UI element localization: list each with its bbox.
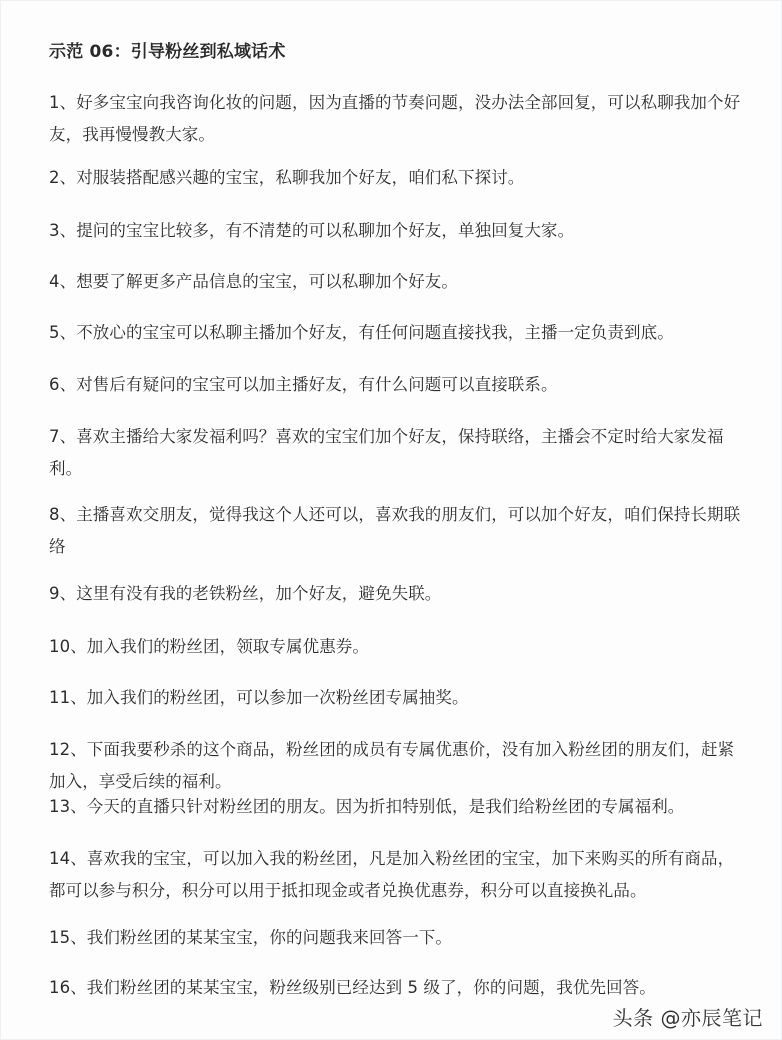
- item-text: 对售后有疑问的宝宝可以加主播好友，有什么问题可以直接联系。: [76, 375, 558, 394]
- item-text: 我们粉丝团的某某宝宝，你的问题我来回答一下。: [86, 928, 452, 947]
- item-number: 6、: [49, 375, 77, 394]
- item-number: 8、: [49, 505, 77, 524]
- item-text: 这里有没有我的老铁粉丝，加个好友，避免失联。: [76, 584, 442, 603]
- document-title: 示范 06：引导粉丝到私域话术: [49, 42, 286, 62]
- item-text: 我们粉丝团的某某宝宝，粉丝级别已经达到 5 级了，你的问题，我优先回答。: [86, 978, 656, 997]
- watermark: 头条 @亦辰笔记: [612, 1006, 763, 1030]
- item-text: 好多宝宝向我咨询化妆的问题，因为直播的节奏问题，没办法全部回复，可以私聊我加个好友，我再慢慢教大家。: [49, 93, 741, 144]
- item-number: 16、: [49, 978, 87, 997]
- list-item: [49, 631, 749, 663]
- list-item: [49, 843, 749, 907]
- item-text: 不放心的宝宝可以私聊主播加个好友，有任何问题直接找我，主播一定负责到底。: [76, 323, 674, 342]
- item-number: 9、: [49, 584, 77, 603]
- list-item: [49, 734, 749, 798]
- item-number: 4、: [49, 272, 77, 291]
- item-text: 喜欢主播给大家发福利吗？喜欢的宝宝们加个好友，保持联络，主播会不定时给大家发福利。: [49, 427, 724, 478]
- item-text: 下面我要秒杀的这个商品，粉丝团的成员有专属优惠价，没有加入粉丝团的朋友们，赶紧加入，享受后续的福利。: [49, 740, 735, 791]
- item-text: 提问的宝宝比较多，有不清楚的可以私聊加个好友，单独回复大家。: [76, 221, 575, 240]
- list-item: [49, 215, 749, 247]
- item-number: 5、: [49, 323, 77, 342]
- item-text: 想要了解更多产品信息的宝宝，可以私聊加个好友。: [76, 272, 459, 291]
- list-item: [49, 922, 749, 954]
- list-item: [49, 972, 749, 1004]
- item-text: 加入我们的粉丝团，可以参加一次粉丝团专属抽奖。: [86, 688, 469, 707]
- item-number: 11、: [49, 688, 87, 707]
- list-item: [49, 421, 749, 485]
- list-item: [49, 499, 749, 563]
- item-number: 2、: [49, 168, 77, 187]
- item-number: 13、: [49, 797, 87, 816]
- list-item: [49, 162, 749, 194]
- list-item: [49, 317, 749, 349]
- item-number: 15、: [49, 928, 87, 947]
- item-text: 今天的直播只针对粉丝团的朋友。因为折扣特别低，是我们给粉丝团的专属福利。: [86, 797, 685, 816]
- list-item: [49, 266, 749, 298]
- list-item: [49, 369, 749, 401]
- item-number: 10、: [49, 637, 87, 656]
- item-text: 加入我们的粉丝团，领取专属优惠券。: [86, 637, 369, 656]
- list-item: [49, 87, 749, 151]
- item-number: 1、: [49, 93, 77, 112]
- list-item: [49, 682, 749, 714]
- item-number: 12、: [49, 740, 87, 759]
- item-text: 对服装搭配感兴趣的宝宝，私聊我加个好友，咱们私下探讨。: [76, 168, 525, 187]
- item-number: 3、: [49, 221, 77, 240]
- item-text: 喜欢我的宝宝，可以加入我的粉丝团，凡是加入粉丝团的宝宝，加下来购买的所有商品，都可以参与积分，积分可以用于抵扣现金或者兑换优惠券，积分可以直接换礼品。: [49, 849, 735, 900]
- item-text: 主播喜欢交朋友，觉得我这个人还可以，喜欢我的朋友们，可以加个好友，咱们保持长期联络: [49, 505, 741, 556]
- list-item: [49, 578, 749, 610]
- item-number: 7、: [49, 427, 77, 446]
- item-number: 14、: [49, 849, 87, 868]
- list-item: [49, 791, 749, 823]
